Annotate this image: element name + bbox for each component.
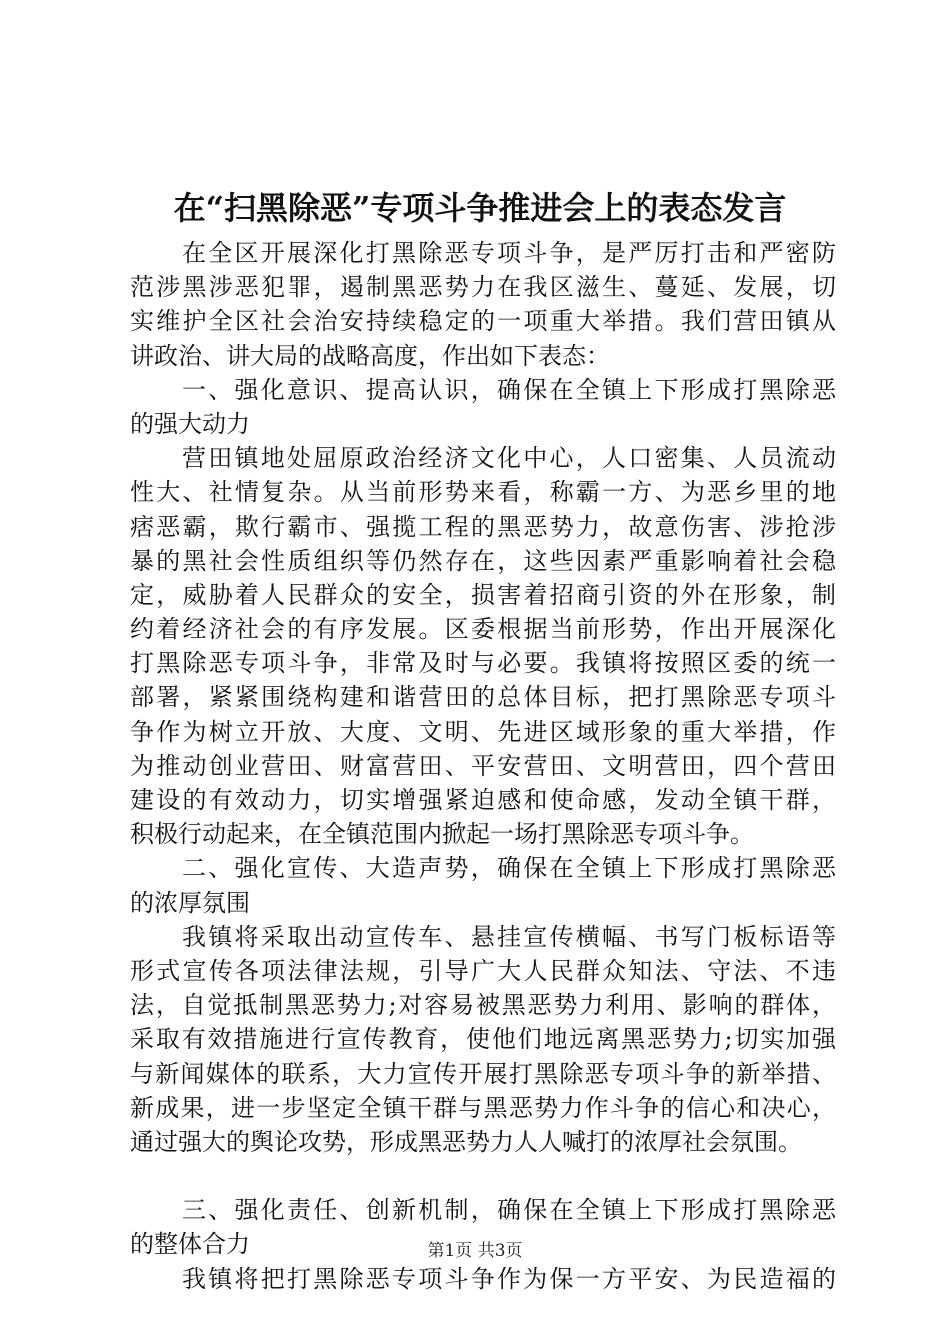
paragraph-spacer [130, 1159, 836, 1193]
text-line: 新成果，进一步坚定全镇干群与黑恶势力作斗争的信心和决心， [130, 1093, 836, 1122]
text-line: 暴的黑社会性质组织等仍然存在，这些因素严重影响着社会稳 [130, 546, 836, 575]
text-line: 积极行动起来，在全镇范围内掀起一场打黑除恶专项斗争。 [130, 820, 754, 849]
text-line: 为推动创业营田、财富营田、平安营田、文明营田，四个营田 [130, 751, 836, 780]
text-line: 打黑除恶专项斗争，非常及时与必要。我镇将按照区委的统一 [130, 649, 836, 678]
text-line: 性大、社情复杂。从当前形势来看，称霸一方、为恶乡里的地 [130, 478, 836, 507]
section-heading-line: 的强大动力 [130, 409, 250, 438]
section-heading-line: 三、强化责任、创新机制，确保在全镇上下形成打黑除恶 [182, 1196, 836, 1225]
text-line: 采取有效措施进行宣传教育，使他们地远离黑恶势力;切实加强 [130, 1025, 836, 1054]
text-line: 与新闻媒体的联系，大力宣传开展打黑除恶专项斗争的新举措、 [130, 1059, 836, 1088]
section-heading-line: 的浓厚氛围 [130, 888, 250, 917]
text-line: 形式宣传各项法律法规，引导广大人民群众知法、守法、不违 [130, 956, 836, 985]
text-line: 营田镇地处屈原政治经济文化中心，人口密集、人员流动 [182, 444, 836, 473]
section-heading-line: 的整体合力 [130, 1230, 250, 1259]
text-line: 痞恶霸，欺行霸市、强揽工程的黑恶势力，故意伤害、涉抢涉 [130, 512, 836, 541]
text-line: 部署，紧紧围绕构建和谐营田的总体目标，把打黑除恶专项斗 [130, 683, 836, 712]
text-line: 通过强大的舆论攻势，形成黑恶势力人人喊打的浓厚社会氛围。 [130, 1127, 802, 1156]
section-heading-line: 二、强化宣传、大造声势，确保在全镇上下形成打黑除恶 [182, 854, 836, 883]
page-footer: 第1页 共3页 [427, 1241, 523, 1261]
text-line: 讲政治、讲大局的战略高度，作出如下表态： [130, 341, 610, 370]
text-line: 法，自觉抵制黑恶势力;对容易被黑恶势力利用、影响的群体， [130, 991, 836, 1020]
document-body [130, 236, 836, 1296]
text-line: 争作为树立开放、大度、文明、先进区域形象的重大举措，作 [130, 717, 836, 746]
text-line: 建设的有效动力，切实增强紧迫感和使命感，发动全镇干群， [130, 786, 836, 814]
text-line: 我镇将把打黑除恶专项斗争作为保一方平安、为民造福的 [182, 1264, 836, 1293]
text-line: 在全区开展深化打黑除恶专项斗争，是严厉打击和严密防 [182, 239, 836, 267]
text-line: 定，威胁着人民群众的安全，损害着招商引资的外在形象，制 [130, 580, 836, 609]
text-line: 约着经济社会的有序发展。区委根据当前形势，作出开展深化 [130, 615, 836, 644]
text-line: 实维护全区社会治安持续稳定的一项重大举措。我们营田镇从 [130, 307, 836, 336]
section-heading-line: 一、强化意识、提高认识，确保在全镇上下形成打黑除恶 [182, 375, 836, 404]
text-line: 我镇将采取出动宣传车、悬挂宣传横幅、书写门板标语等 [182, 922, 836, 951]
document-title: 在“扫黑除恶”专项斗争推进会上的表态发言 [173, 189, 787, 227]
text-line: 范涉黑涉恶犯罪，遏制黑恶势力在我区滋生、蔓延、发展，切 [130, 273, 836, 302]
